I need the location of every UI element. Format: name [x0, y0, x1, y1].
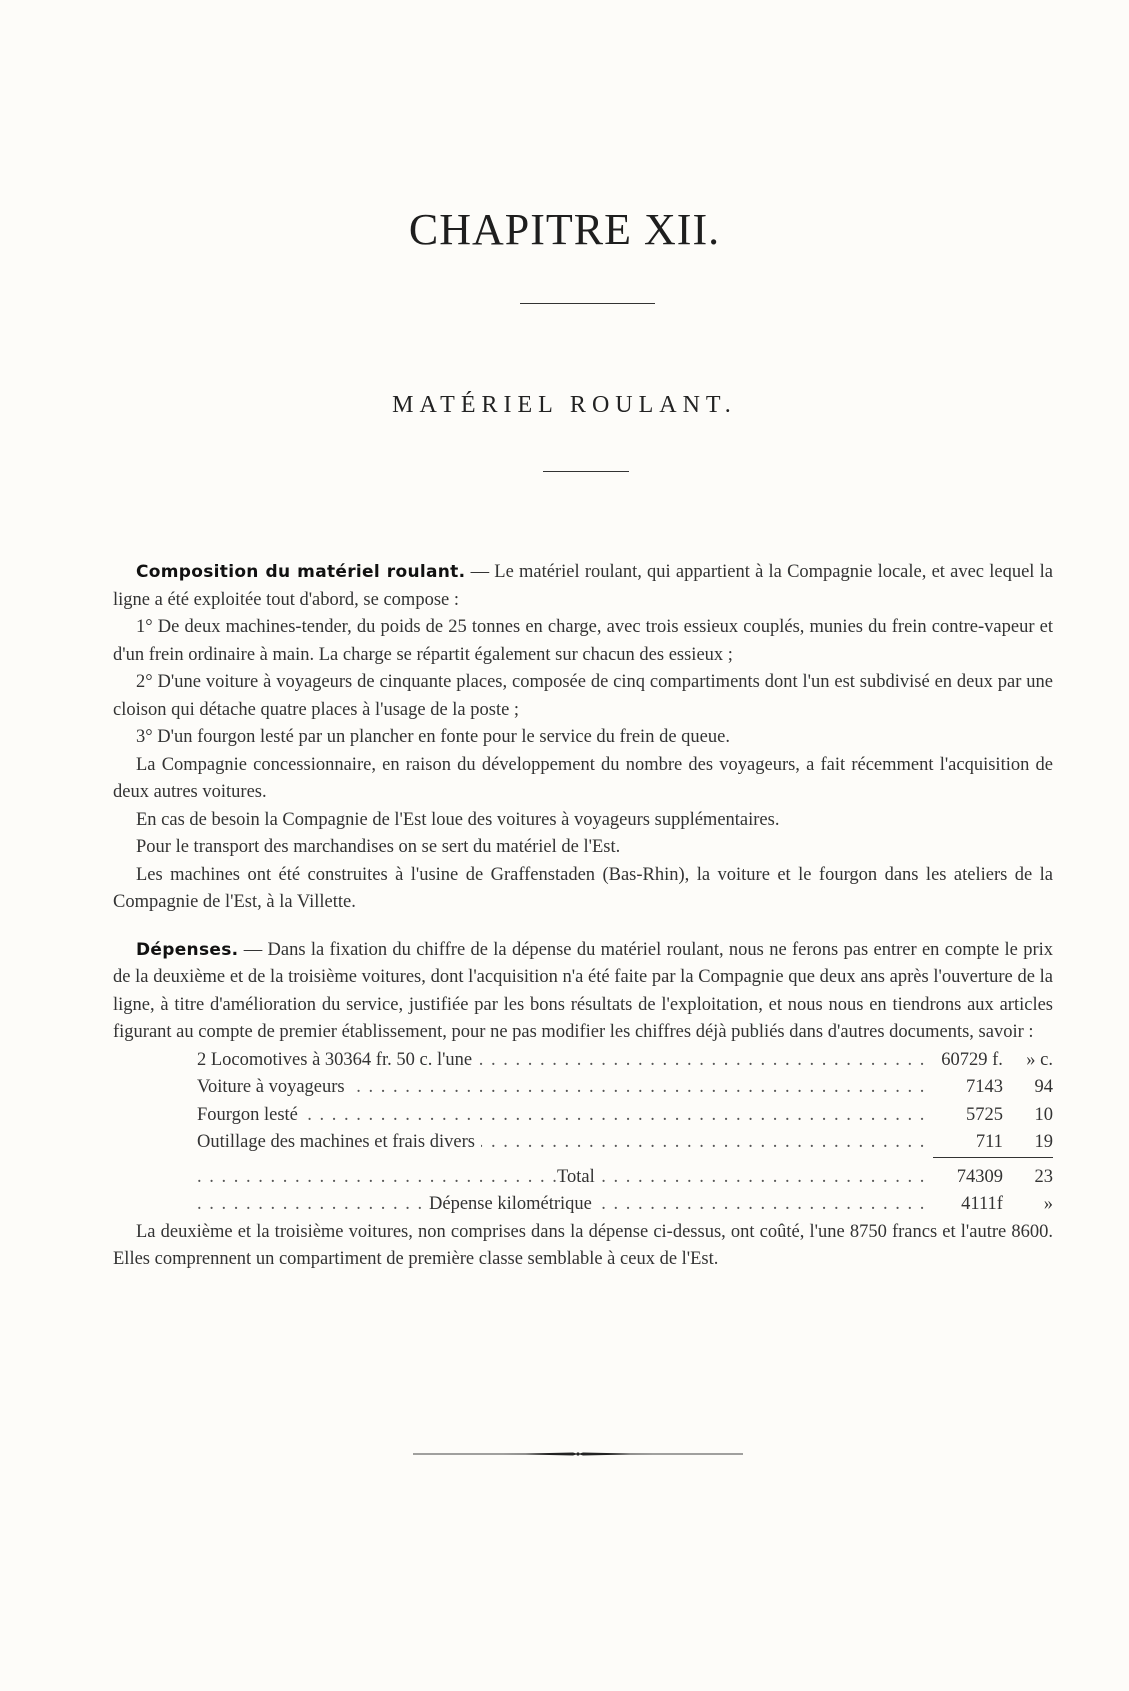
- depenses-intro: [113, 937, 1053, 1047]
- kilometric-label: Dépense kilométrique: [429, 1194, 598, 1214]
- expense-row: [197, 1102, 1053, 1130]
- expense-francs: 5725: [965, 1104, 1003, 1125]
- total-row: [197, 1164, 1053, 1192]
- expense-francs: 7143: [965, 1077, 1003, 1097]
- composition-intro-text: — Le matériel roulant, qui appartient à la Compagnie locale, et avec lequel la ligne a été exploitée tout d'abord, se compose :: [113, 562, 1053, 610]
- expense-cents: 94: [1034, 1077, 1053, 1097]
- section-title: MATÉRIEL ROULANT.: [392, 392, 737, 418]
- expense-row: [197, 1074, 1053, 1102]
- depenses-intro-text: — Dans la fixation du chiffre de la dépense du matériel roulant, nous ne ferons pas entrer en compte le prix de la deuxième et de la troisième voitures, dont l'acquisition n'a été faite par la Compagnie que deux ans après l'ouverture de la ligne, à titre d'amélioration du service, justifiée par les bons résultats de l'exploitation, et nous nous en tiendrons aux articles figurant au compte de premier établissement, pour ne pas modifier les chiffres déjà publiés dans d'autres documents, savoir :: [113, 939, 1053, 1042]
- depenses-closing: La deuxième et la troisième voitures, non comprises dans la dépense ci-dessus, ont coûté, l'une 8750 francs et l'autre 8600. Elles comprennent un compartiment de première classe semblable à ceux de l'Est.: [113, 1221, 1053, 1269]
- expense-label: 2 Locomotives à 30364 fr. 50 c. l'une: [197, 1050, 478, 1070]
- composition-paragraph: Pour le transport des marchandises on se sert du matériel de l'Est.: [136, 837, 621, 857]
- expense-table: [197, 1047, 1053, 1219]
- expense-cents: » c.: [1026, 1049, 1053, 1070]
- title-divider: [520, 303, 655, 304]
- expense-label: Voiture à voyageurs: [197, 1077, 351, 1097]
- total-francs: 74309: [956, 1166, 1003, 1187]
- kilometric-cents: »: [1043, 1194, 1053, 1214]
- expense-label: Fourgon lesté: [197, 1105, 304, 1125]
- expense-francs: 711: [975, 1132, 1003, 1152]
- composition-item-3: 3° D'un fourgon lesté par un plancher en fonte pour le service du frein de queue.: [136, 727, 730, 747]
- expense-row: [197, 1047, 1053, 1075]
- expense-row: [197, 1129, 1053, 1157]
- expense-cents: 19: [1034, 1132, 1053, 1152]
- paragraph-gap: [113, 917, 1053, 937]
- composition-item-1: 1° De deux machines-tender, du poids de 25 tonnes en charge, avec trois essieux couplés, munies du frein contre-vapeur et d'un frein ordinaire à main. La charge se répartit également sur chacun des essieux ;: [113, 617, 1053, 665]
- depenses-lead: Dépenses.: [136, 939, 239, 960]
- section-divider: [543, 471, 629, 472]
- composition-item-2: 2° D'une voiture à voyageurs de cinquante places, composée de cinq compartiments dont l'un est subdivisé en deux par une cloison qui détache quatre places à l'usage de la poste ;: [113, 672, 1053, 720]
- end-ornament: [413, 1451, 743, 1457]
- kilometric-francs: 4111f: [961, 1194, 1003, 1214]
- expense-francs: 60729 f.: [941, 1049, 1003, 1070]
- expense-cents: 10: [1034, 1104, 1053, 1125]
- composition-intro: [113, 559, 1053, 614]
- body-text: [113, 559, 1053, 1274]
- composition-paragraph: La Compagnie concessionnaire, en raison du développement du nombre des voyageurs, a fait récemment l'acquisition de deux autres voitures.: [113, 754, 1053, 802]
- kilometric-row: [197, 1191, 1053, 1219]
- total-label: Total: [557, 1167, 601, 1187]
- composition-lead: Composition du matériel roulant.: [136, 562, 466, 582]
- total-cents: 23: [1034, 1166, 1053, 1187]
- composition-paragraph: Les machines ont été construites à l'usine de Graffenstaden (Bas-Rhin), la voiture et le fourgon dans les ateliers de la Compagnie de l'Est, à la Villette.: [113, 864, 1053, 912]
- expense-label: Outillage des machines et frais divers: [197, 1132, 481, 1152]
- chapter-title: CHAPITRE XII.: [408, 205, 721, 254]
- composition-paragraph: En cas de besoin la Compagnie de l'Est loue des voitures à voyageurs supplémentaires.: [136, 809, 780, 830]
